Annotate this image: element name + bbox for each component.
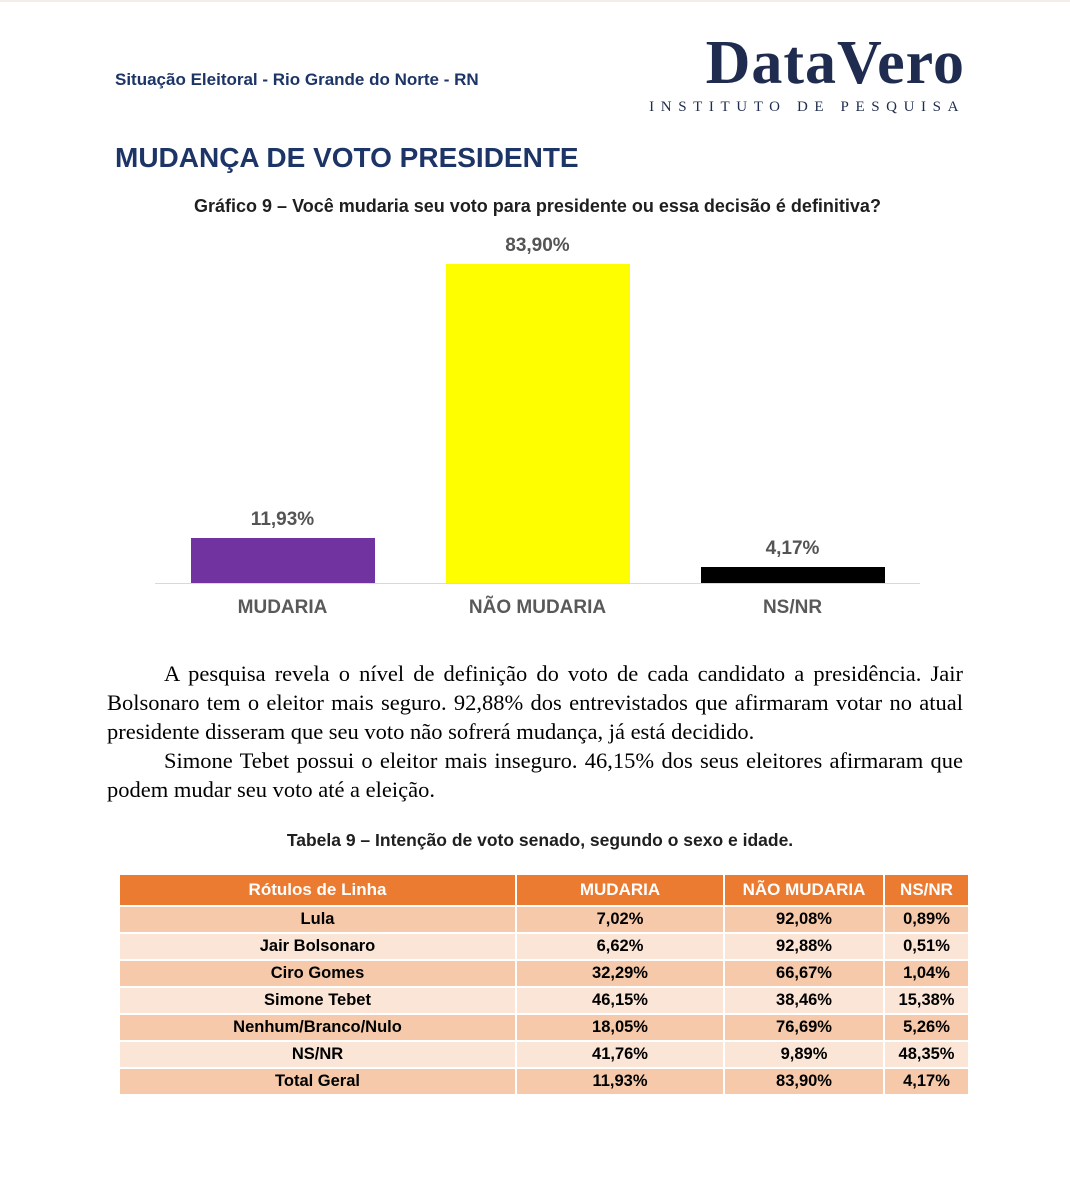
table-cell: 18,05% [516,1014,724,1041]
bar-value-label: 83,90% [505,235,570,257]
report-subtitle: Situação Eleitoral - Rio Grande do Norte - RN [115,70,479,89]
table-header-cell: NÃO MUDARIA [724,874,884,906]
table-header-cell: MUDARIA [516,874,724,906]
bar [191,538,375,583]
table-cell: Total Geral [119,1068,516,1095]
vote-intent-table [118,873,970,1096]
table-row [119,1041,969,1068]
table-cell: 15,38% [884,987,969,1014]
datavero-logo [649,29,965,116]
table-cell: NS/NR [119,1041,516,1068]
bar [446,264,630,583]
table-cell: Ciro Gomes [119,960,516,987]
table-cell: 41,76% [516,1041,724,1068]
table-cell: 66,67% [724,960,884,987]
table-cell: 4,17% [884,1068,969,1095]
table-cell: 92,88% [724,933,884,960]
table-cell: 11,93% [516,1068,724,1095]
chart-baseline [155,583,920,584]
table-row [119,987,969,1014]
table-cell: 38,46% [724,987,884,1014]
chart-title: Gráfico 9 – Você mudaria seu voto para presidente ou essa decisão é definitiva? [194,196,881,216]
category-label: NÃO MUDARIA [468,597,607,618]
category-label: NS/NR [762,597,823,618]
table-row [119,933,969,960]
logo-subtitle: INSTITUTO DE PESQUISA [649,99,965,115]
table-cell: Lula [119,906,516,933]
bar-column [665,538,920,583]
chart-category-axis [155,597,920,619]
chart-plot-area [155,231,920,583]
table-cell: 0,89% [884,906,969,933]
table-cell: Jair Bolsonaro [119,933,516,960]
bar-column [410,235,665,583]
table-cell: 76,69% [724,1014,884,1041]
table-row [119,1068,969,1095]
table-cell: 32,29% [516,960,724,987]
table-cell: Simone Tebet [119,987,516,1014]
table-cell: 46,15% [516,987,724,1014]
table-cell: 48,35% [884,1041,969,1068]
analysis-text [107,659,963,804]
bar-value-label: 4,17% [765,538,820,560]
table-title: Tabela 9 – Intenção de voto senado, segundo o sexo e idade. [286,830,794,850]
table-header-row [119,874,969,906]
page-header [115,30,965,116]
vote-change-bar-chart [155,196,920,619]
table-cell: 7,02% [516,906,724,933]
table-cell: 5,26% [884,1014,969,1041]
logo-wordmark: DataVero [705,29,965,97]
page-title: MUDANÇA DE VOTO PRESIDENTE [115,142,579,173]
table-cell: 9,89% [724,1041,884,1068]
bar-column [155,509,410,583]
category-label: MUDARIA [237,597,328,618]
table-row [119,960,969,987]
analysis-paragraph-2: Simone Tebet possui o eleitor mais inseguro. 46,15% dos seus eleitores afirmaram que podem mudar seu voto até a eleição. [107,748,963,802]
table-cell: 1,04% [884,960,969,987]
table-cell: 83,90% [724,1068,884,1095]
table-row [119,1014,969,1041]
analysis-paragraph-1: A pesquisa revela o nível de definição do voto de cada candidato a presidência. Jair Bolsonaro tem o eleitor mais seguro. 92,88% dos entrevistados que afirmaram votar no atual presidente disseram que seu voto não sofrerá mudança, já está decidido. [107,661,963,744]
table-cell: 6,62% [516,933,724,960]
table-row [119,906,969,933]
table-header-cell: Rótulos de Linha [119,874,516,906]
bar [701,567,885,583]
table-header-cell: NS/NR [884,874,969,906]
table-cell: 0,51% [884,933,969,960]
bar-value-label: 11,93% [250,508,315,530]
table-cell: 92,08% [724,906,884,933]
table-cell: Nenhum/Branco/Nulo [119,1014,516,1041]
